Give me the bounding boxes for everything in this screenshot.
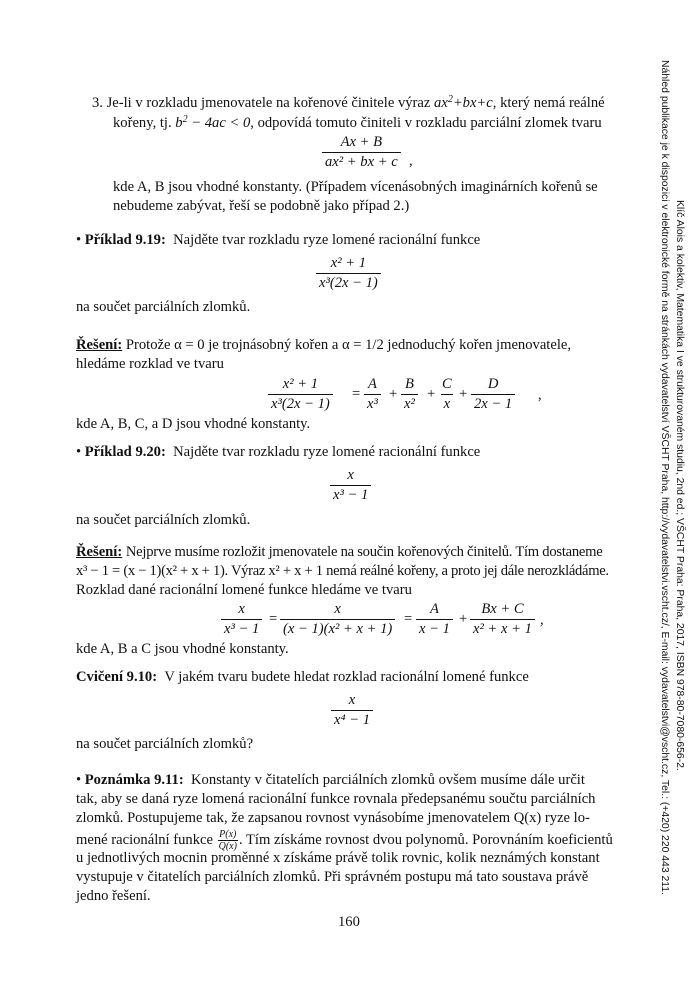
fraction-numerator: A — [367, 376, 377, 392]
equation-middle — [280, 601, 395, 638]
example-9-19-fraction — [316, 255, 381, 292]
example-text: Najděte tvar rozkladu ryze lomené racionální funkce — [173, 444, 481, 460]
fraction-numerator: P(x) — [219, 829, 237, 840]
solution-text: Nejprve musíme rozložit jmenovatele na součin kořenových činitelů. Tím dostaneme — [125, 544, 603, 560]
item-3-line-2 — [113, 114, 602, 133]
item-3-text: , který nemá reálné — [492, 95, 605, 111]
fraction-denominator: Q(x) — [218, 841, 237, 852]
fraction-numerator: D — [487, 376, 499, 392]
item-3-line-1 — [92, 94, 605, 113]
note-9-11-line-5: u jednotlivých mocnin proměnné x získáme právě tolik rovnic, kolik neznámých konstant — [76, 850, 600, 866]
fraction-numerator: x — [348, 692, 356, 708]
exercise-9-10-heading — [76, 668, 529, 687]
item-3-text: , odpovídá tomuto činiteli v rozkladu parciální zlomek tvaru — [250, 115, 602, 131]
example-text: Najděte tvar rozkladu ryze lomené racionální funkce — [173, 232, 481, 248]
fraction-numerator: x — [347, 467, 354, 483]
punctuation: , — [409, 153, 413, 169]
fraction-numerator: Ax + B — [340, 134, 383, 150]
equation-term-b — [401, 376, 418, 413]
example-9-19-after: na součet parciálních zlomků. — [76, 299, 251, 315]
fraction-denominator: x³(2x − 1) — [316, 273, 381, 292]
note-9-11-line-2: tak, aby se daná ryze lomená racionální funkce rovnala předepsanému součtu parciálních — [76, 791, 596, 807]
exercise-text: V jakém tvaru budete hledat rozklad racionální lomené funkce — [164, 669, 529, 685]
fraction-numerator: A — [430, 601, 439, 617]
equation-term-c — [439, 376, 455, 413]
item-number: 3. — [92, 95, 103, 111]
fraction-denominator: x − 1 — [416, 619, 453, 638]
equals-sign: = — [269, 611, 278, 627]
bullet-icon: • — [76, 232, 82, 248]
solution-9-20-line-2: x³ − 1 = (x − 1)(x² + x + 1). Výraz x² + x + 1 nemá reálné kořeny, a proto jej dále nerozkládáme. — [76, 563, 609, 579]
equation-term-b — [470, 601, 535, 638]
fraction-numerator: Bx + C — [481, 601, 524, 617]
bullet-icon: • — [76, 444, 82, 460]
item-3-line-4: nebudeme zabývat, řeší se podobně jako případ 2.) — [113, 198, 410, 214]
solution-9-19-line-1 — [76, 336, 571, 355]
fraction-denominator: x² — [401, 394, 418, 413]
plus-sign: + — [459, 386, 468, 402]
example-9-20-after: na součet parciálních zlomků. — [76, 512, 251, 528]
item-3-text: kořeny, tj. — [113, 115, 172, 131]
fraction-denominator: x³(2x − 1) — [268, 394, 333, 413]
page-number: 160 — [338, 914, 360, 930]
fraction-denominator: x³ − 1 — [330, 485, 371, 504]
exercise-9-10-fraction — [331, 692, 373, 729]
inline-math: $ax^2+bx+c$ — [434, 94, 493, 111]
equals-sign: = — [352, 386, 361, 402]
note-9-11-line-6: vystupuje v čitatelích parciálních zlomků. Při správném postupu má tato soustava právě — [76, 869, 589, 885]
fraction-denominator: 2x − 1 — [471, 394, 515, 413]
example-title: Příklad 9.19: — [84, 232, 166, 248]
plus-sign: + — [427, 386, 436, 402]
fraction-numerator: x² + 1 — [282, 376, 319, 392]
fraction-denominator: x³ — [364, 394, 381, 413]
plus-sign: + — [459, 611, 468, 627]
solution-9-20-line-3: Rozklad dané racionální lomené funkce hledáme ve tvaru — [76, 582, 412, 598]
example-9-20-fraction — [330, 467, 371, 504]
solution-label: Řešení: — [76, 544, 123, 560]
item-3-fraction — [322, 134, 401, 171]
example-9-19-heading — [76, 231, 480, 250]
equation-term-d — [471, 376, 515, 413]
fraction-denominator: x² + x + 1 — [470, 619, 535, 638]
side-note-line-2: Klíč Alois a kolektiv, Matematika I ve strukturovaném studiu, 2nd ed.; VŠCHT Praha: Praha, 2017, ISBN 978-80-7080-656-2. — [674, 200, 685, 771]
inline-math: $b^2 - 4ac < 0$ — [175, 114, 251, 131]
example-9-20-heading — [76, 443, 480, 462]
side-note — [652, 60, 690, 940]
equals-sign: = — [404, 611, 413, 627]
fraction-denominator: ax² + bx + c — [322, 152, 401, 171]
fraction-denominator: x⁴ − 1 — [331, 710, 373, 729]
item-3-text: Je-li v rozkladu jmenovatele na kořenové činitele výraz — [106, 95, 431, 111]
solution-text: Protože α = 0 je trojnásobný kořen a α = 1/2 jednoduchý kořen jmenovatele, — [125, 337, 572, 353]
example-title: Příklad 9.20: — [84, 444, 166, 460]
punctuation: , — [538, 387, 542, 403]
fraction-numerator: C — [442, 376, 452, 392]
fraction-numerator: B — [404, 376, 414, 392]
fraction-denominator: x — [441, 394, 453, 413]
equation-term-a — [416, 601, 453, 638]
punctuation: , — [540, 612, 544, 628]
fraction-denominator: (x − 1)(x² + x + 1) — [280, 619, 395, 638]
exercise-9-10-after: na součet parciálních zlomků? — [76, 736, 254, 752]
note-text: Konstanty v čitatelích parciálních zlomků ovšem musíme dále určit — [190, 772, 585, 788]
fraction-numerator: x — [334, 601, 341, 617]
fraction-numerator: x² + 1 — [330, 255, 367, 271]
item-3-line-3: kde A, B jsou vhodné konstanty. (Případem vícenásobných imaginárních kořenů se — [113, 179, 598, 195]
solution-9-20-end: kde A, B a C jsou vhodné konstanty. — [76, 641, 289, 657]
solution-9-20-line-1 — [76, 543, 602, 562]
solution-9-19-end: kde A, B, C, a D jsou vhodné konstanty. — [76, 416, 311, 432]
equation-term-a — [364, 376, 381, 413]
solution-label: Řešení: — [76, 337, 123, 353]
exercise-title: Cvičení 9.10: — [76, 669, 158, 685]
note-text: . Tím získáme rovnost dvou polynomů. Porovnáním koeficientů — [238, 831, 613, 848]
note-title: Poznámka 9.11: — [84, 772, 184, 788]
side-note-line-1: Náhled publikace je k dispozici v elektronické formě na stránkách vydavatelství VŠCHT Praha, http://vydavatelstvi.vscht.cz/, E-mail: vydavatelstvi@vscht.cz, Tel.: (+420) 220 443 211. — [659, 60, 670, 895]
equation-lhs — [268, 376, 333, 413]
fraction-denominator: x³ − 1 — [221, 619, 262, 638]
fraction-numerator: x — [238, 601, 245, 617]
note-9-11-line-1 — [76, 771, 585, 790]
solution-9-19-line-2: hledáme rozklad ve tvaru — [76, 356, 224, 372]
note-9-11-line-3: zlomků. Postupujeme tak, že zapsanou rovnost vynásobíme jmenovatelem Q(x) ryze lo- — [76, 810, 590, 826]
note-9-11-line-7: jedno řešení. — [76, 888, 151, 904]
bullet-icon: • — [76, 772, 82, 788]
plus-sign: + — [389, 386, 398, 402]
equation-lhs — [221, 601, 262, 638]
note-text: mené racionální funkce — [76, 831, 213, 848]
